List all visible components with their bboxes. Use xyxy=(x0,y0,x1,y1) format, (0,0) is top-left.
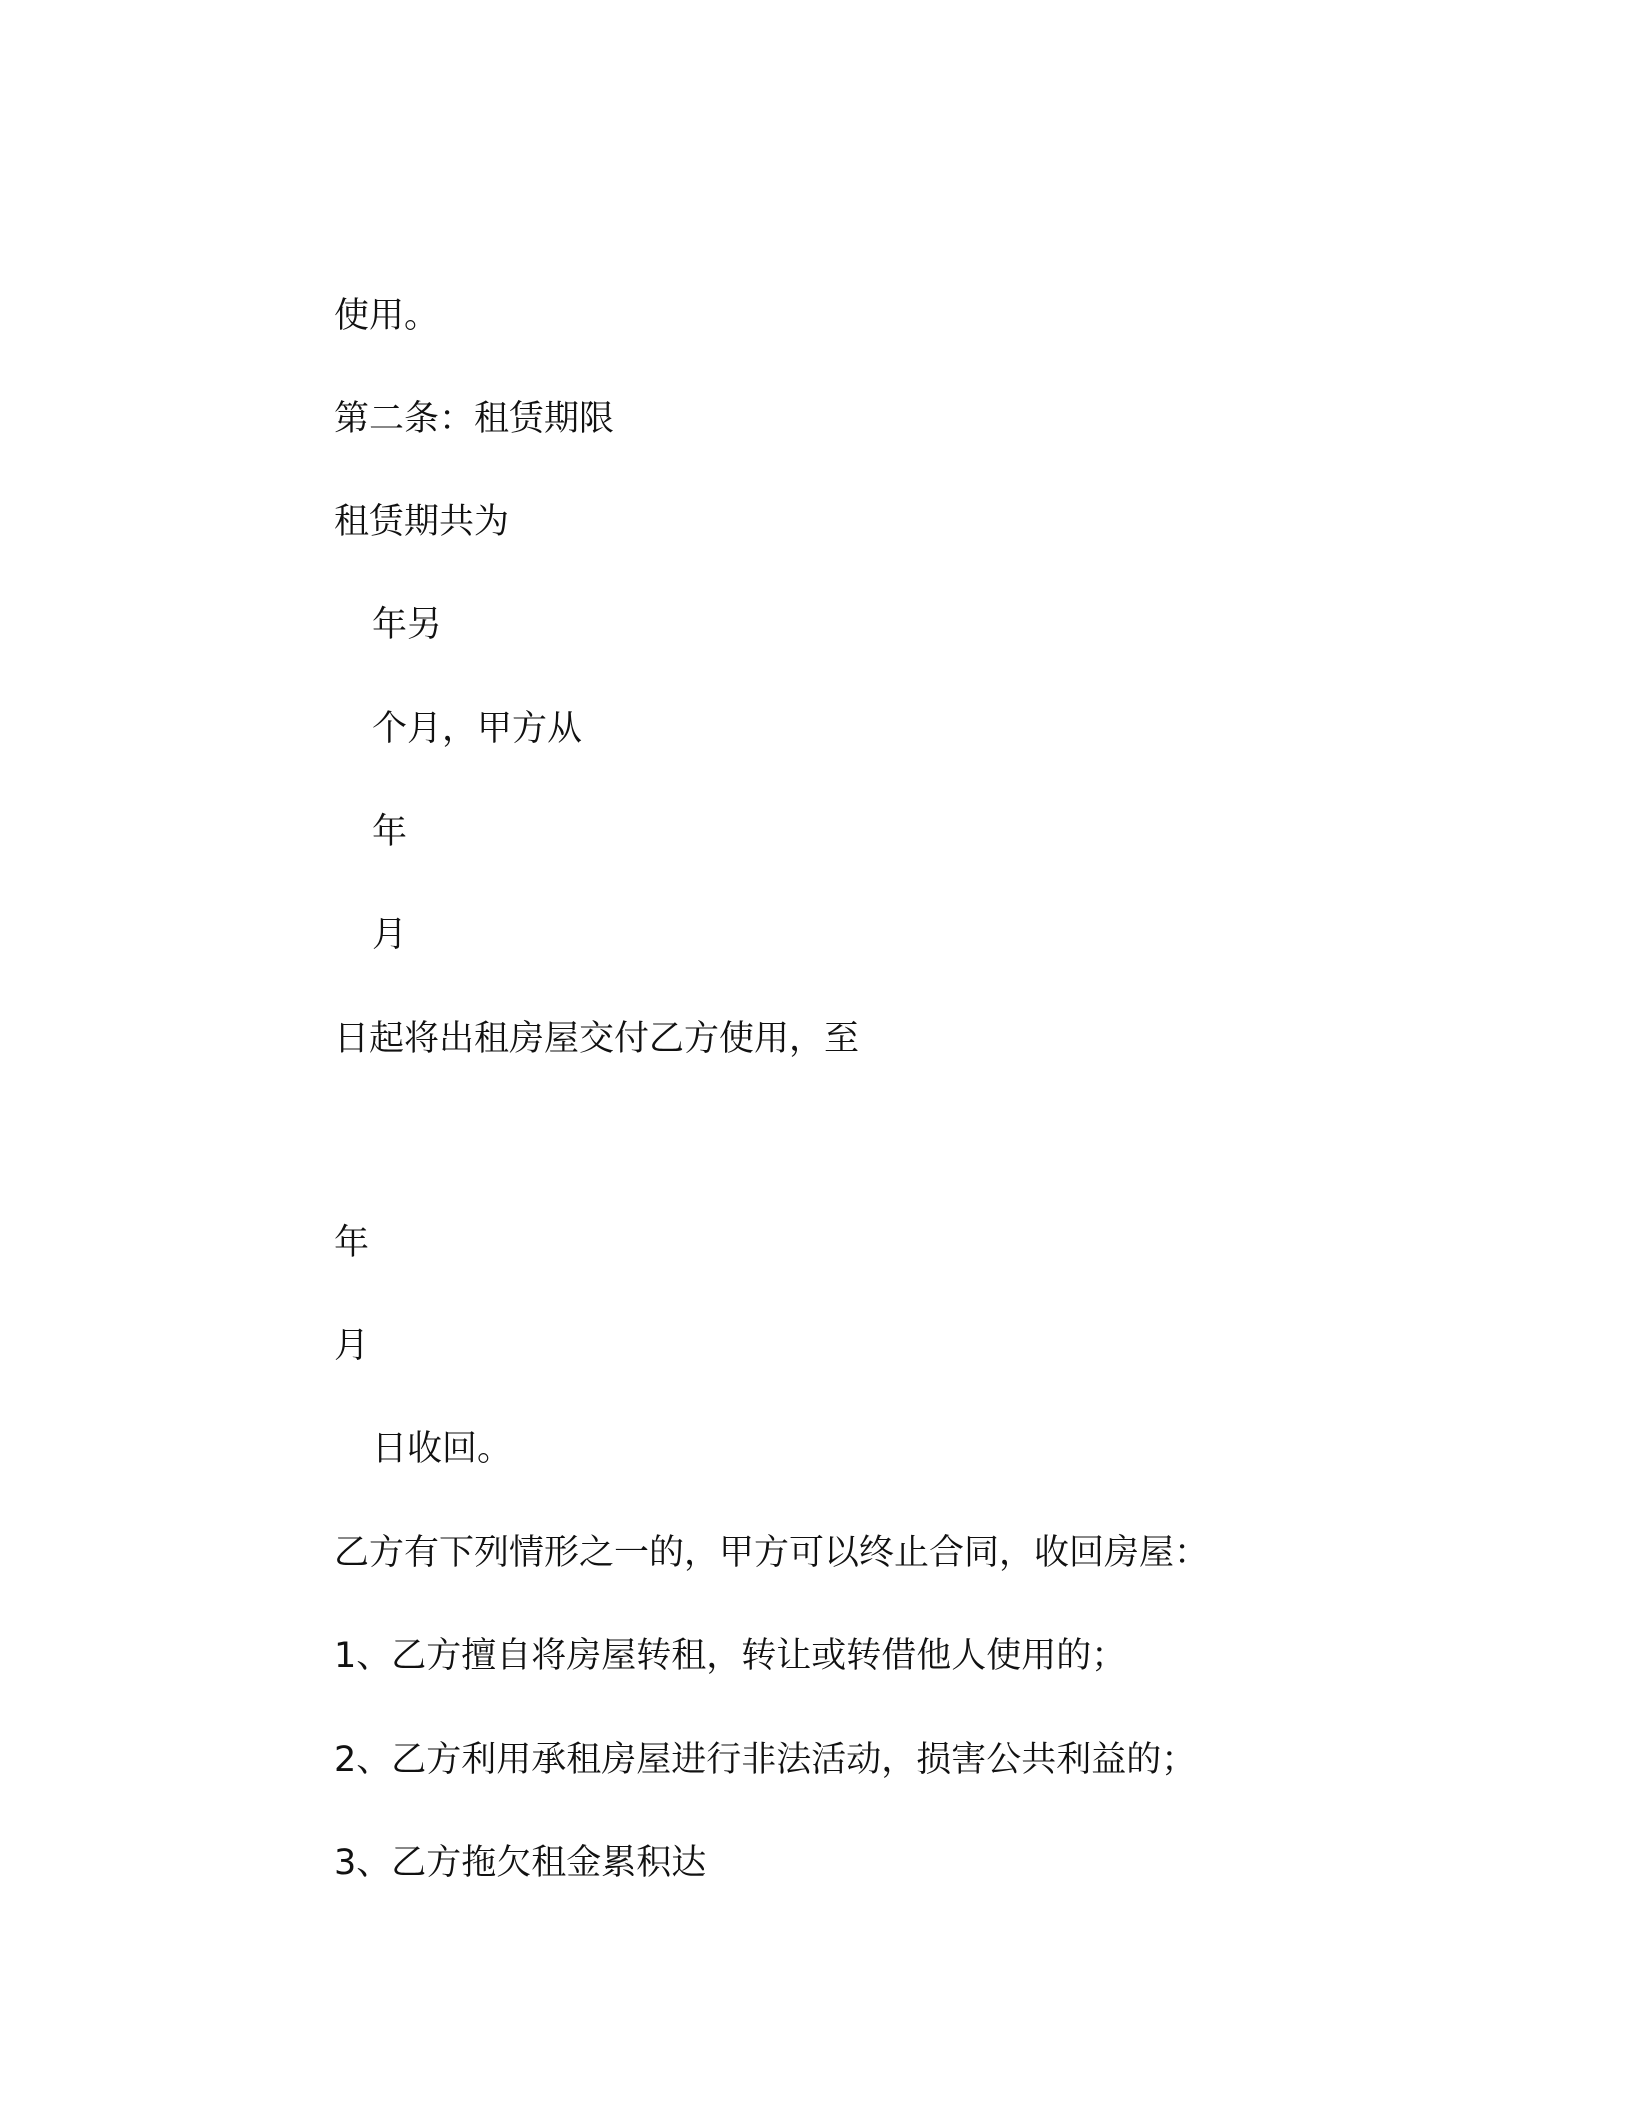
text-line: 日起将出租房屋交付乙方使用，至 xyxy=(334,1019,860,1059)
text-line: 月 xyxy=(372,915,408,955)
section-heading: 第二条：租赁期限 xyxy=(334,399,615,439)
text-line: 年另 xyxy=(372,605,443,645)
list-item: 3、乙方拖欠租金累积达 xyxy=(334,1843,707,1883)
text-line: 年 xyxy=(334,1223,370,1263)
text-line: 使用。 xyxy=(334,296,440,336)
text-line: 月 xyxy=(334,1326,370,1366)
list-item: 1、乙方擅自将房屋转租，转让或转借他人使用的； xyxy=(334,1636,1127,1676)
text-line: 租赁期共为 xyxy=(334,502,510,542)
text-line: 年 xyxy=(372,812,408,852)
list-item: 2、乙方利用承租房屋进行非法活动，损害公共利益的； xyxy=(334,1740,1197,1780)
text-line: 个月，甲方从 xyxy=(372,709,583,749)
text-line: 日收回。 xyxy=(372,1429,513,1469)
text-line: 乙方有下列情形之一的，甲方可以终止合同，收回房屋： xyxy=(334,1533,1210,1573)
